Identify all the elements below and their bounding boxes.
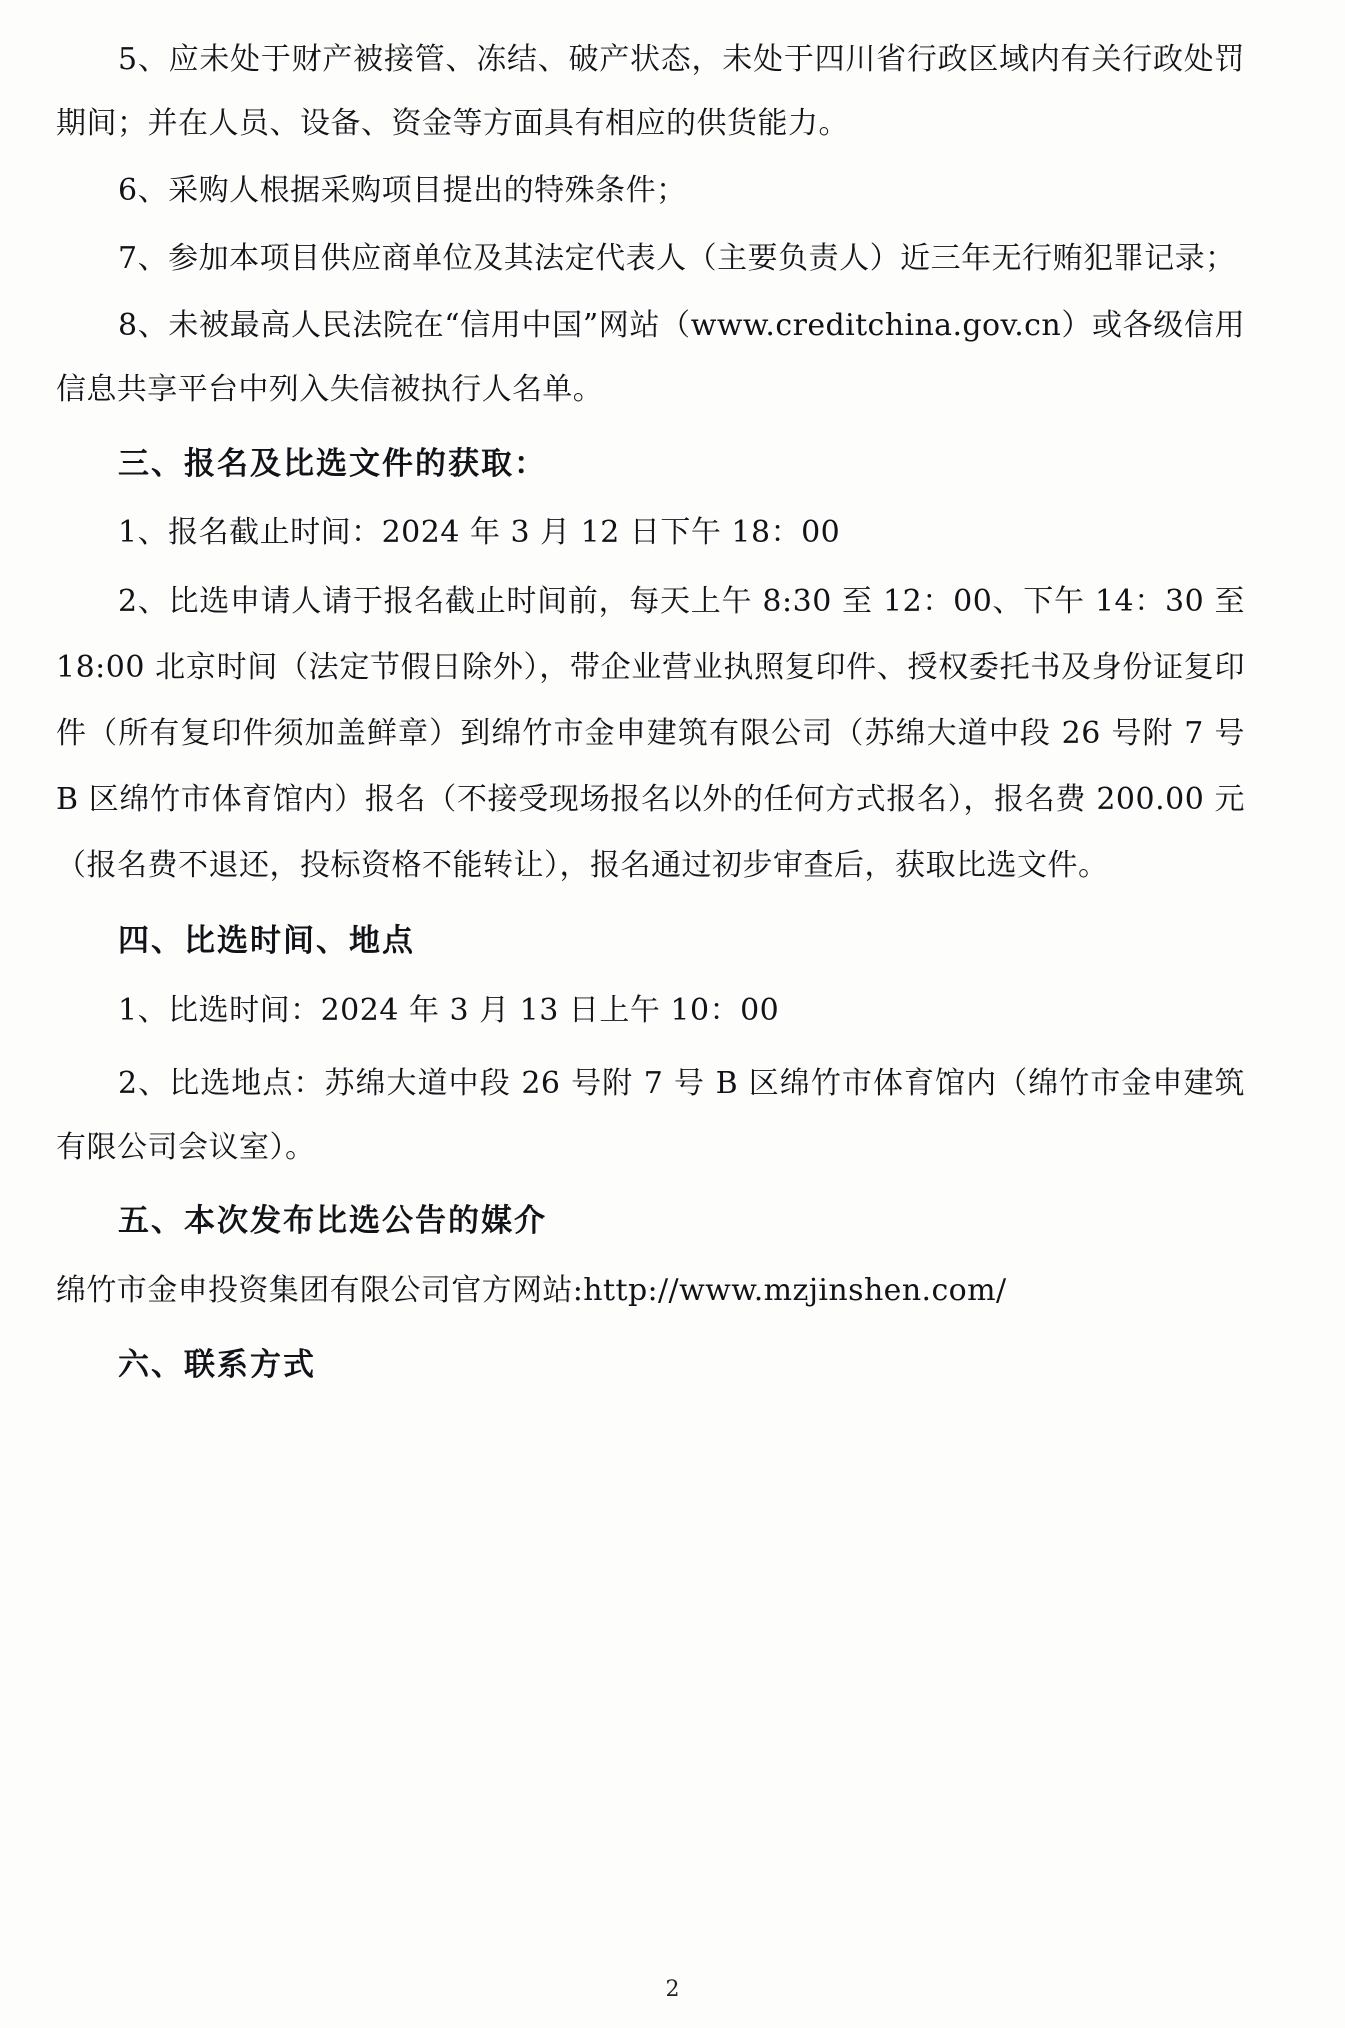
- section-four-item-2: 2、比选地点：苏绵大道中段 26 号附 7 号 B 区绵竹市体育馆内（绵竹市金申建筑有限公司会议室）。: [56, 1066, 1245, 1165]
- section-four-item-1: 1、比选时间：2024 年 3 月 13 日上午 10：00: [118, 992, 780, 1028]
- section-five-body: 绵竹市金申投资集团有限公司官方网站:http://www.mzjinshen.com/: [56, 1273, 1007, 1309]
- section-five-heading: 五、本次发布比选公告的媒介: [118, 1203, 547, 1240]
- paragraph-item-7: 7、参加本项目供应商单位及其法定代表人（主要负责人）近三年无行贿犯罪记录；: [118, 240, 1236, 276]
- page-number: 2: [665, 1977, 680, 2002]
- section-four-heading: 四、比选时间、地点: [118, 922, 415, 959]
- section-three-item-1: 1、报名截止时间：2024 年 3 月 12 日下午 18：00: [118, 515, 841, 551]
- paragraph-item-8: 8、未被最高人民法院在“信用中国”网站（www.creditchina.gov.cn）或各级信用信息共享平台中列入失信被执行人名单。: [56, 308, 1245, 407]
- section-three-item-2: 2、比选申请人请于报名截止时间前，每天上午 8:30 至 12：00、下午 14：30 至 18:00 北京时间（法定节假日除外），带企业营业执照复印件、授权委托书及身份证复印件（所有复印件须加盖鲜章）到绵竹市金申建筑有限公司（苏绵大道中段 26 号附 7 号 B 区绵竹市体育馆内）报名（不接受现场报名以外的任何方式报名），报名费 200.00 元（报名费不退还，投标资格不能转让），报名通过初步审查后，获取比选文件。: [56, 583, 1245, 883]
- paragraph-item-6: 6、采购人根据采购项目提出的特殊条件；: [118, 173, 687, 209]
- section-three-heading: 三、报名及比选文件的获取：: [118, 445, 547, 482]
- section-six-heading: 六、联系方式: [118, 1346, 316, 1383]
- paragraph-item-5: 5、应未处于财产被接管、冻结、破产状态，未处于四川省行政区域内有关行政处罚期间；并在人员、设备、资金等方面具有相应的供货能力。: [56, 42, 1245, 141]
- document-body: [56, 28, 1245, 1398]
